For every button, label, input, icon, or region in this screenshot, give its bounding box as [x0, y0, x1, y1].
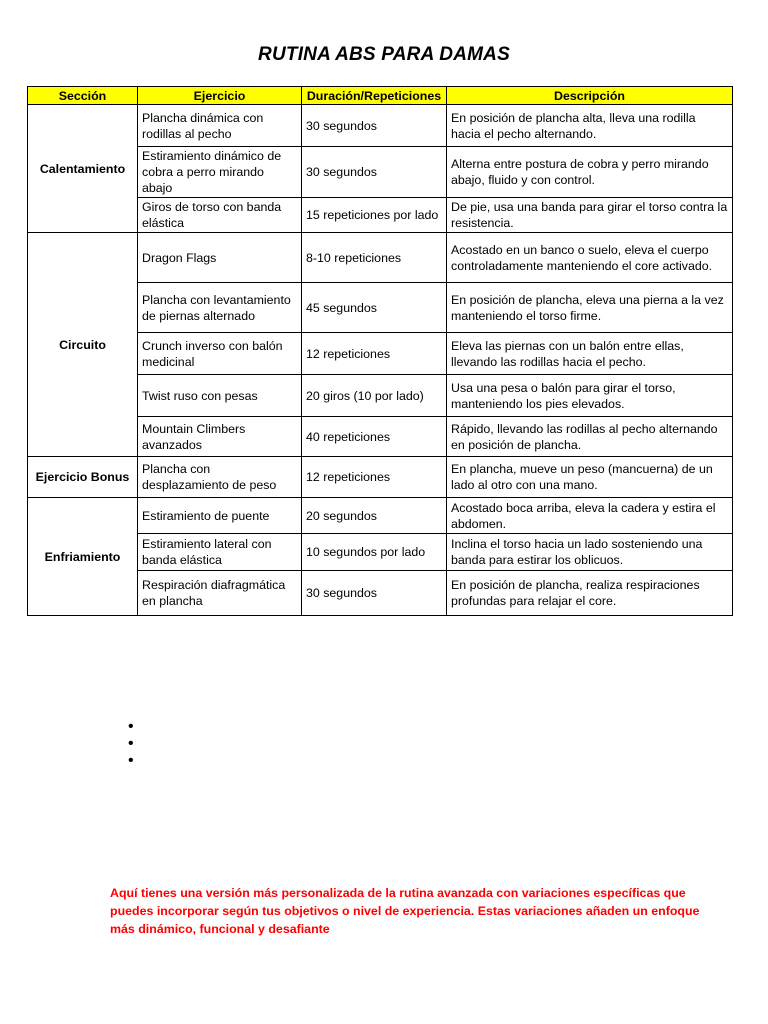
exercise-cell: Estiramiento dinámico de cobra a perro mirando abajo	[138, 147, 302, 198]
header-duracion: Duración/Repeticiones	[302, 87, 447, 105]
description-cell: En plancha, mueve un peso (mancuerna) de un lado al otro con una mano.	[447, 457, 733, 498]
description-cell: Rápido, llevando las rodillas al pecho alternando en posición de plancha.	[447, 417, 733, 457]
duration-cell: 20 giros (10 por lado)	[302, 375, 447, 417]
bullet-list	[128, 718, 134, 769]
duration-cell: 15 repeticiones por lado	[302, 198, 447, 233]
list-item	[128, 752, 134, 769]
bullet-icon: •	[128, 752, 134, 769]
duration-cell: 12 repeticiones	[302, 333, 447, 375]
duration-cell: 10 segundos por lado	[302, 534, 447, 571]
section-cell: Circuito	[28, 233, 138, 457]
table-row	[28, 498, 733, 534]
exercise-cell: Estiramiento lateral con banda elástica	[138, 534, 302, 571]
section-cell: Calentamiento	[28, 105, 138, 233]
table-row	[28, 233, 733, 283]
duration-cell: 20 segundos	[302, 498, 447, 534]
duration-cell: 30 segundos	[302, 147, 447, 198]
description-cell: Usa una pesa o balón para girar el torso, manteniendo los pies elevados.	[447, 375, 733, 417]
description-cell: En posición de plancha, eleva una pierna a la vez manteniendo el torso firme.	[447, 283, 733, 333]
header-ejercicio: Ejercicio	[138, 87, 302, 105]
exercise-cell: Mountain Climbers avanzados	[138, 417, 302, 457]
section-cell: Enfriamiento	[28, 498, 138, 616]
description-cell: En posición de plancha alta, lleva una rodilla hacia el pecho alternando.	[447, 105, 733, 147]
duration-cell: 30 segundos	[302, 571, 447, 616]
duration-cell: 12 repeticiones	[302, 457, 447, 498]
duration-cell: 8-10 repeticiones	[302, 233, 447, 283]
exercise-cell: Plancha con desplazamiento de peso	[138, 457, 302, 498]
table-header-row	[28, 87, 733, 105]
exercise-cell: Plancha dinámica con rodillas al pecho	[138, 105, 302, 147]
exercise-cell: Crunch inverso con balón medicinal	[138, 333, 302, 375]
section-cell: Ejercicio Bonus	[28, 457, 138, 498]
list-item	[128, 735, 134, 752]
exercise-cell: Twist ruso con pesas	[138, 375, 302, 417]
description-cell: De pie, usa una banda para girar el torso contra la resistencia.	[447, 198, 733, 233]
exercise-cell: Plancha con levantamiento de piernas alternado	[138, 283, 302, 333]
duration-cell: 30 segundos	[302, 105, 447, 147]
page-title: RUTINA ABS PARA DAMAS	[258, 44, 510, 65]
description-cell: Acostado en un banco o suelo, eleva el cuerpo controladamente manteniendo el core activado.	[447, 233, 733, 283]
bullet-icon: •	[128, 718, 134, 735]
exercise-cell: Giros de torso con banda elástica	[138, 198, 302, 233]
table-row	[28, 105, 733, 147]
list-item	[128, 718, 134, 735]
description-cell: Eleva las piernas con un balón entre ellas, llevando las rodillas hacia el pecho.	[447, 333, 733, 375]
note-paragraph: Aquí tienes una versión más personalizada de la rutina avanzada con variaciones específicas que puedes incorporar según tus objetivos o nivel de experiencia. Estas variaciones añaden un enfoque más dinámico, funcional y desafiante	[110, 886, 700, 936]
duration-cell: 45 segundos	[302, 283, 447, 333]
exercise-cell: Estiramiento de puente	[138, 498, 302, 534]
exercise-cell: Respiración diafragmática en plancha	[138, 571, 302, 616]
bullet-icon: •	[128, 735, 134, 752]
header-descripcion: Descripción	[447, 87, 733, 105]
routine-table	[27, 86, 733, 616]
header-seccion: Sección	[28, 87, 138, 105]
duration-cell: 40 repeticiones	[302, 417, 447, 457]
description-cell: Inclina el torso hacia un lado sosteniendo una banda para estirar los oblicuos.	[447, 534, 733, 571]
description-cell: Alterna entre postura de cobra y perro mirando abajo, fluido y con control.	[447, 147, 733, 198]
table-row	[28, 457, 733, 498]
exercise-cell: Dragon Flags	[138, 233, 302, 283]
description-cell: Acostado boca arriba, eleva la cadera y estira el abdomen.	[447, 498, 733, 534]
description-cell: En posición de plancha, realiza respiraciones profundas para relajar el core.	[447, 571, 733, 616]
